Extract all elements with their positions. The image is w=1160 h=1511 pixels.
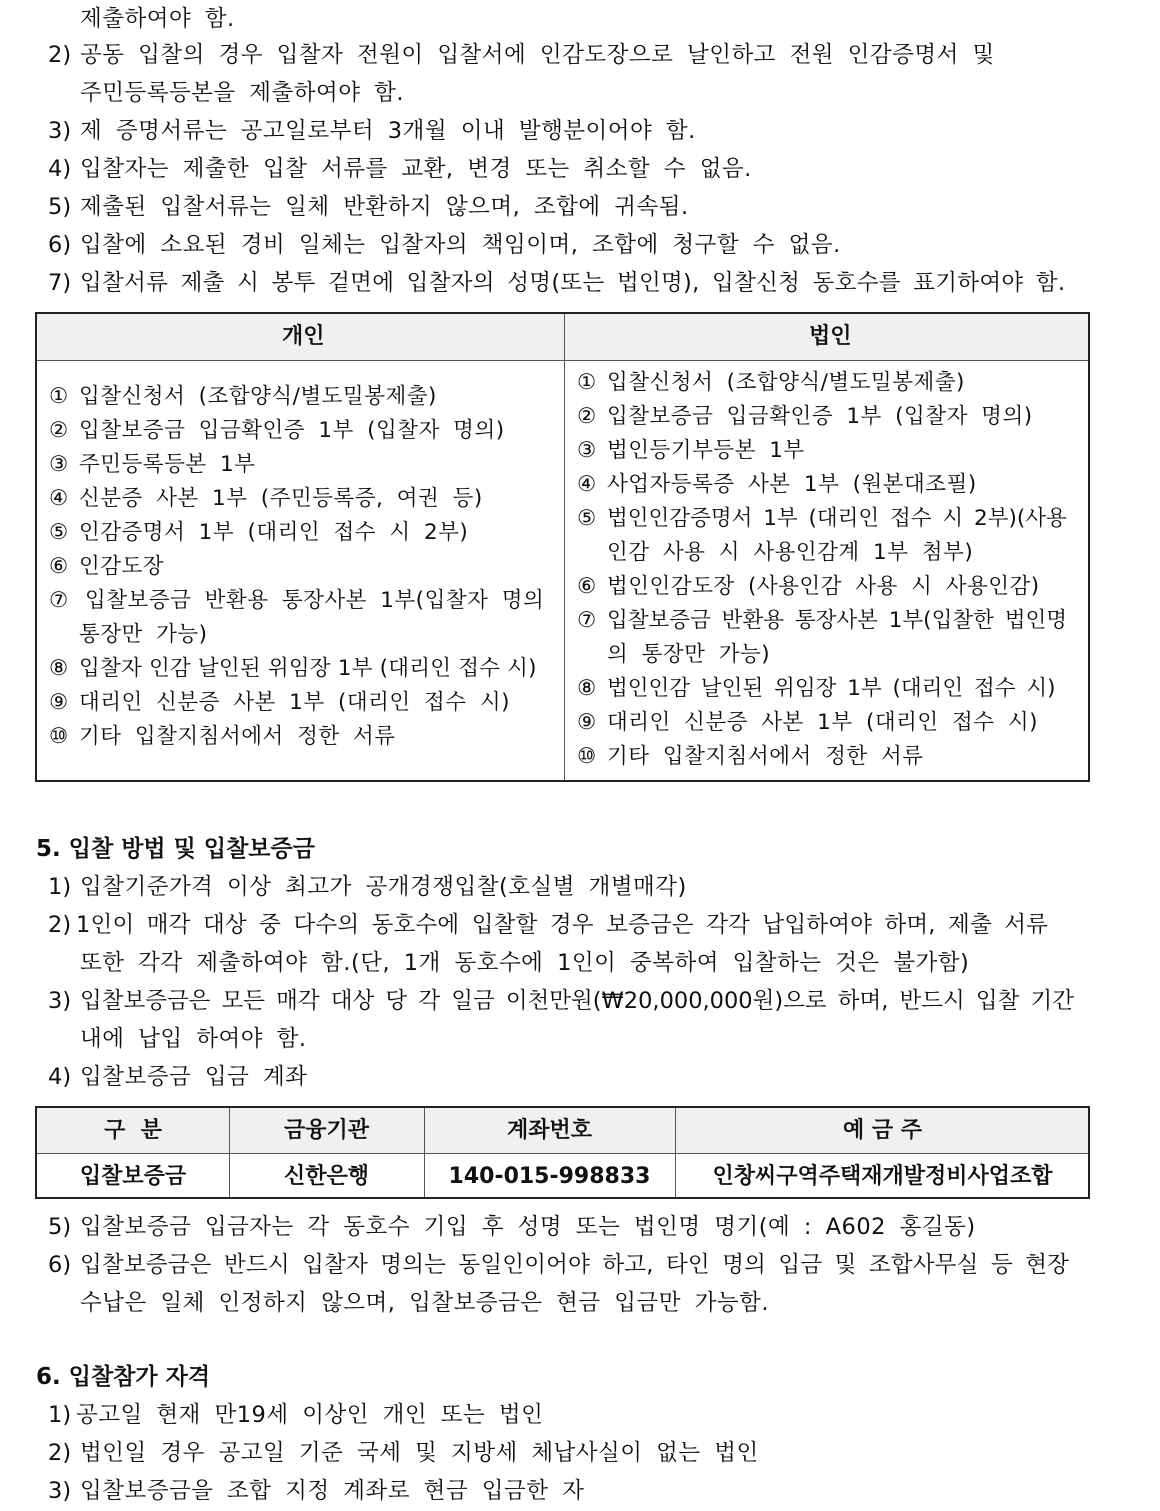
item-mark: ① (49, 384, 69, 409)
item-text: 법인인감도장 (사용인감 사용 시 사용인감) (607, 574, 1040, 599)
column-divider (675, 1108, 676, 1197)
item-text: 또한 각각 제출하여야 함.(단, 1개 동호수에 1인이 중복하여 입찰하는 것은 불가함) (80, 950, 970, 976)
item-text: 내에 납입 하여야 함. (80, 1026, 307, 1052)
item-number: 3) (48, 1478, 72, 1504)
item-text: 신분증 사본 1부 (주민등록증, 여권 등) (79, 486, 483, 511)
account-table-header (37, 1108, 1088, 1154)
item-number: 7) (48, 270, 72, 296)
item-number: 1) (48, 1402, 72, 1428)
header-corporate: 법인 (809, 324, 852, 349)
item-mark: ⑦ (49, 588, 69, 613)
item-text: 입찰보증금 입금자는 각 동호수 기입 후 성명 또는 법인명 명기(예 : A602 홍길동) (80, 1214, 976, 1240)
item-text: 제 증명서류는 공고일로부터 3개월 이내 발행분이어야 함. (80, 118, 696, 144)
item-text: 통장만 가능) (79, 622, 208, 647)
cell-category: 입찰보증금 (79, 1164, 187, 1189)
header-holder: 예 금 주 (842, 1118, 923, 1143)
item-text: 입찰서류 제출 시 봉투 겉면에 입찰자의 성명(또는 법인명), 입찰신청 동호수를 표기하여야 함. (80, 270, 1066, 296)
documents-table (35, 312, 1090, 782)
item-number: 3) (48, 988, 72, 1014)
header-individual: 개인 (282, 324, 325, 349)
item-text: 입찰자 인감 날인된 위임장 1부 (대리인 접수 시) (79, 656, 537, 681)
item-number: 2) (48, 42, 72, 68)
item-mark: ② (577, 404, 597, 429)
item-text: 기타 입찰지침서에서 정한 서류 (79, 724, 396, 749)
item-text: 1인이 매각 대상 중 다수의 동호수에 입찰할 경우 보증금은 각각 납입하여야 하며, 제출 서류 (76, 912, 1049, 938)
item-mark: ⑧ (577, 676, 597, 701)
cell-account-number: 140-015-998833 (448, 1164, 651, 1189)
item-mark: ④ (577, 472, 597, 497)
item-text: 입찰자는 제출한 입찰 서류를 교환, 변경 또는 취소할 수 없음. (80, 156, 752, 182)
section5-heading: 5. 입찰 방법 및 입찰보증금 (36, 836, 315, 862)
item-mark: ⑥ (577, 574, 597, 599)
item-number: 1) (48, 874, 72, 900)
item-mark: ⑧ (49, 656, 69, 681)
item-text: 입찰보증금 입금 계좌 (80, 1064, 308, 1090)
item-mark: ③ (49, 452, 69, 477)
item-text: 제출하여야 함. (80, 6, 235, 32)
item-text: 제출된 입찰서류는 일체 반환하지 않으며, 조합에 귀속됨. (80, 194, 689, 220)
item-text: 의 통장만 가능) (607, 642, 771, 667)
item-text: 법인인감증명서 1부 (대리인 접수 시 2부)(사용 (607, 506, 1067, 531)
item-text: 인감증명서 1부 (대리인 접수 시 2부) (79, 520, 469, 545)
item-text: 법인등기부등본 1부 (607, 438, 805, 463)
item-text: 입찰보증금 반환용 통장사본 1부(입찰자 명의 (85, 588, 545, 613)
item-number: 5) (48, 1214, 72, 1240)
item-text: 입찰보증금은 반드시 입찰자 명의는 동일인이어야 하고, 타인 명의 입금 및 조합사무실 등 현장 (80, 1252, 1070, 1278)
item-text: 입찰보증금 반환용 통장사본 1부(입찰한 법인명 (607, 608, 1068, 633)
item-text: 기타 입찰지침서에서 정한 서류 (607, 744, 924, 769)
item-number: 4) (48, 156, 72, 182)
item-text: 주민등록등본 1부 (79, 452, 256, 477)
item-text: 입찰보증금 입금확인증 1부 (입찰자 명의) (79, 418, 505, 443)
item-text: 인감 사용 시 사용인감계 1부 첨부) (607, 540, 974, 565)
item-text: 인감도장 (79, 554, 165, 579)
item-number: 5) (48, 194, 72, 220)
cell-bank: 신한은행 (283, 1164, 369, 1189)
table-row (37, 1154, 1088, 1199)
item-mark: ⑤ (577, 506, 597, 531)
item-text: 입찰신청서 (조합양식/별도밀봉제출) (607, 370, 965, 395)
header-bank: 금융기관 (283, 1118, 369, 1143)
item-text: 법인인감 날인된 위임장 1부 (대리인 접수 시) (607, 676, 1056, 701)
cell-holder: 인창씨구역주택재개발정비사업조합 (712, 1164, 1053, 1189)
item-number: 2) (48, 912, 72, 938)
item-text: 입찰기준가격 이상 최고가 공개경쟁입찰(호실별 개별매각) (80, 874, 687, 900)
item-number: 2) (48, 1440, 72, 1466)
item-text: 대리인 신분증 사본 1부 (대리인 접수 시) (79, 690, 510, 715)
item-mark: ⑦ (577, 608, 597, 633)
item-mark: ⑨ (49, 690, 69, 715)
item-mark: ⑨ (577, 710, 597, 735)
item-mark: ④ (49, 486, 69, 511)
column-divider (229, 1108, 230, 1197)
item-mark: ⑩ (49, 724, 69, 749)
item-text: 주민등록등본을 제출하여야 함. (80, 80, 405, 106)
item-text: 입찰신청서 (조합양식/별도밀봉제출) (79, 384, 437, 409)
section6-heading: 6. 입찰참가 자격 (36, 1364, 211, 1390)
item-text: 입찰보증금은 모든 매각 대상 당 각 일금 이천만원(₩20,000,000원)으로 하며, 반드시 입찰 기간 (80, 988, 1074, 1014)
item-text: 입찰보증금 입금확인증 1부 (입찰자 명의) (607, 404, 1033, 429)
item-mark: ① (577, 370, 597, 395)
item-text: 입찰에 소요된 경비 일체는 입찰자의 책임이며, 조합에 청구할 수 없음. (80, 232, 841, 258)
item-text: 입찰보증금을 조합 지정 계좌로 현금 입금한 자 (80, 1478, 585, 1504)
item-text: 대리인 신분증 사본 1부 (대리인 접수 시) (607, 710, 1038, 735)
column-divider (564, 314, 565, 780)
item-text: 공동 입찰의 경우 입찰자 전원이 입찰서에 인감도장으로 날인하고 전원 인감증명서 및 (80, 42, 995, 68)
item-mark: ⑤ (49, 520, 69, 545)
item-mark: ⑩ (577, 744, 597, 769)
item-number: 4) (48, 1064, 72, 1090)
header-account-number: 계좌번호 (506, 1118, 592, 1143)
documents-table-header (37, 314, 1088, 361)
header-category: 구 분 (104, 1118, 162, 1143)
item-text: 사업자등록증 사본 1부 (원본대조필) (607, 472, 977, 497)
item-mark: ③ (577, 438, 597, 463)
item-text: 법인일 경우 공고일 기준 국세 및 지방세 체납사실이 없는 법인 (80, 1440, 759, 1466)
item-number: 3) (48, 118, 72, 144)
item-number: 6) (48, 232, 72, 258)
item-mark: ⑥ (49, 554, 69, 579)
account-table (35, 1106, 1090, 1199)
item-text: 수납은 일체 인정하지 않으며, 입찰보증금은 현금 입금만 가능함. (80, 1290, 769, 1316)
item-number: 6) (48, 1252, 72, 1278)
item-mark: ② (49, 418, 69, 443)
column-divider (424, 1108, 425, 1197)
item-text: 공고일 현재 만19세 이상인 개인 또는 법인 (76, 1402, 544, 1428)
